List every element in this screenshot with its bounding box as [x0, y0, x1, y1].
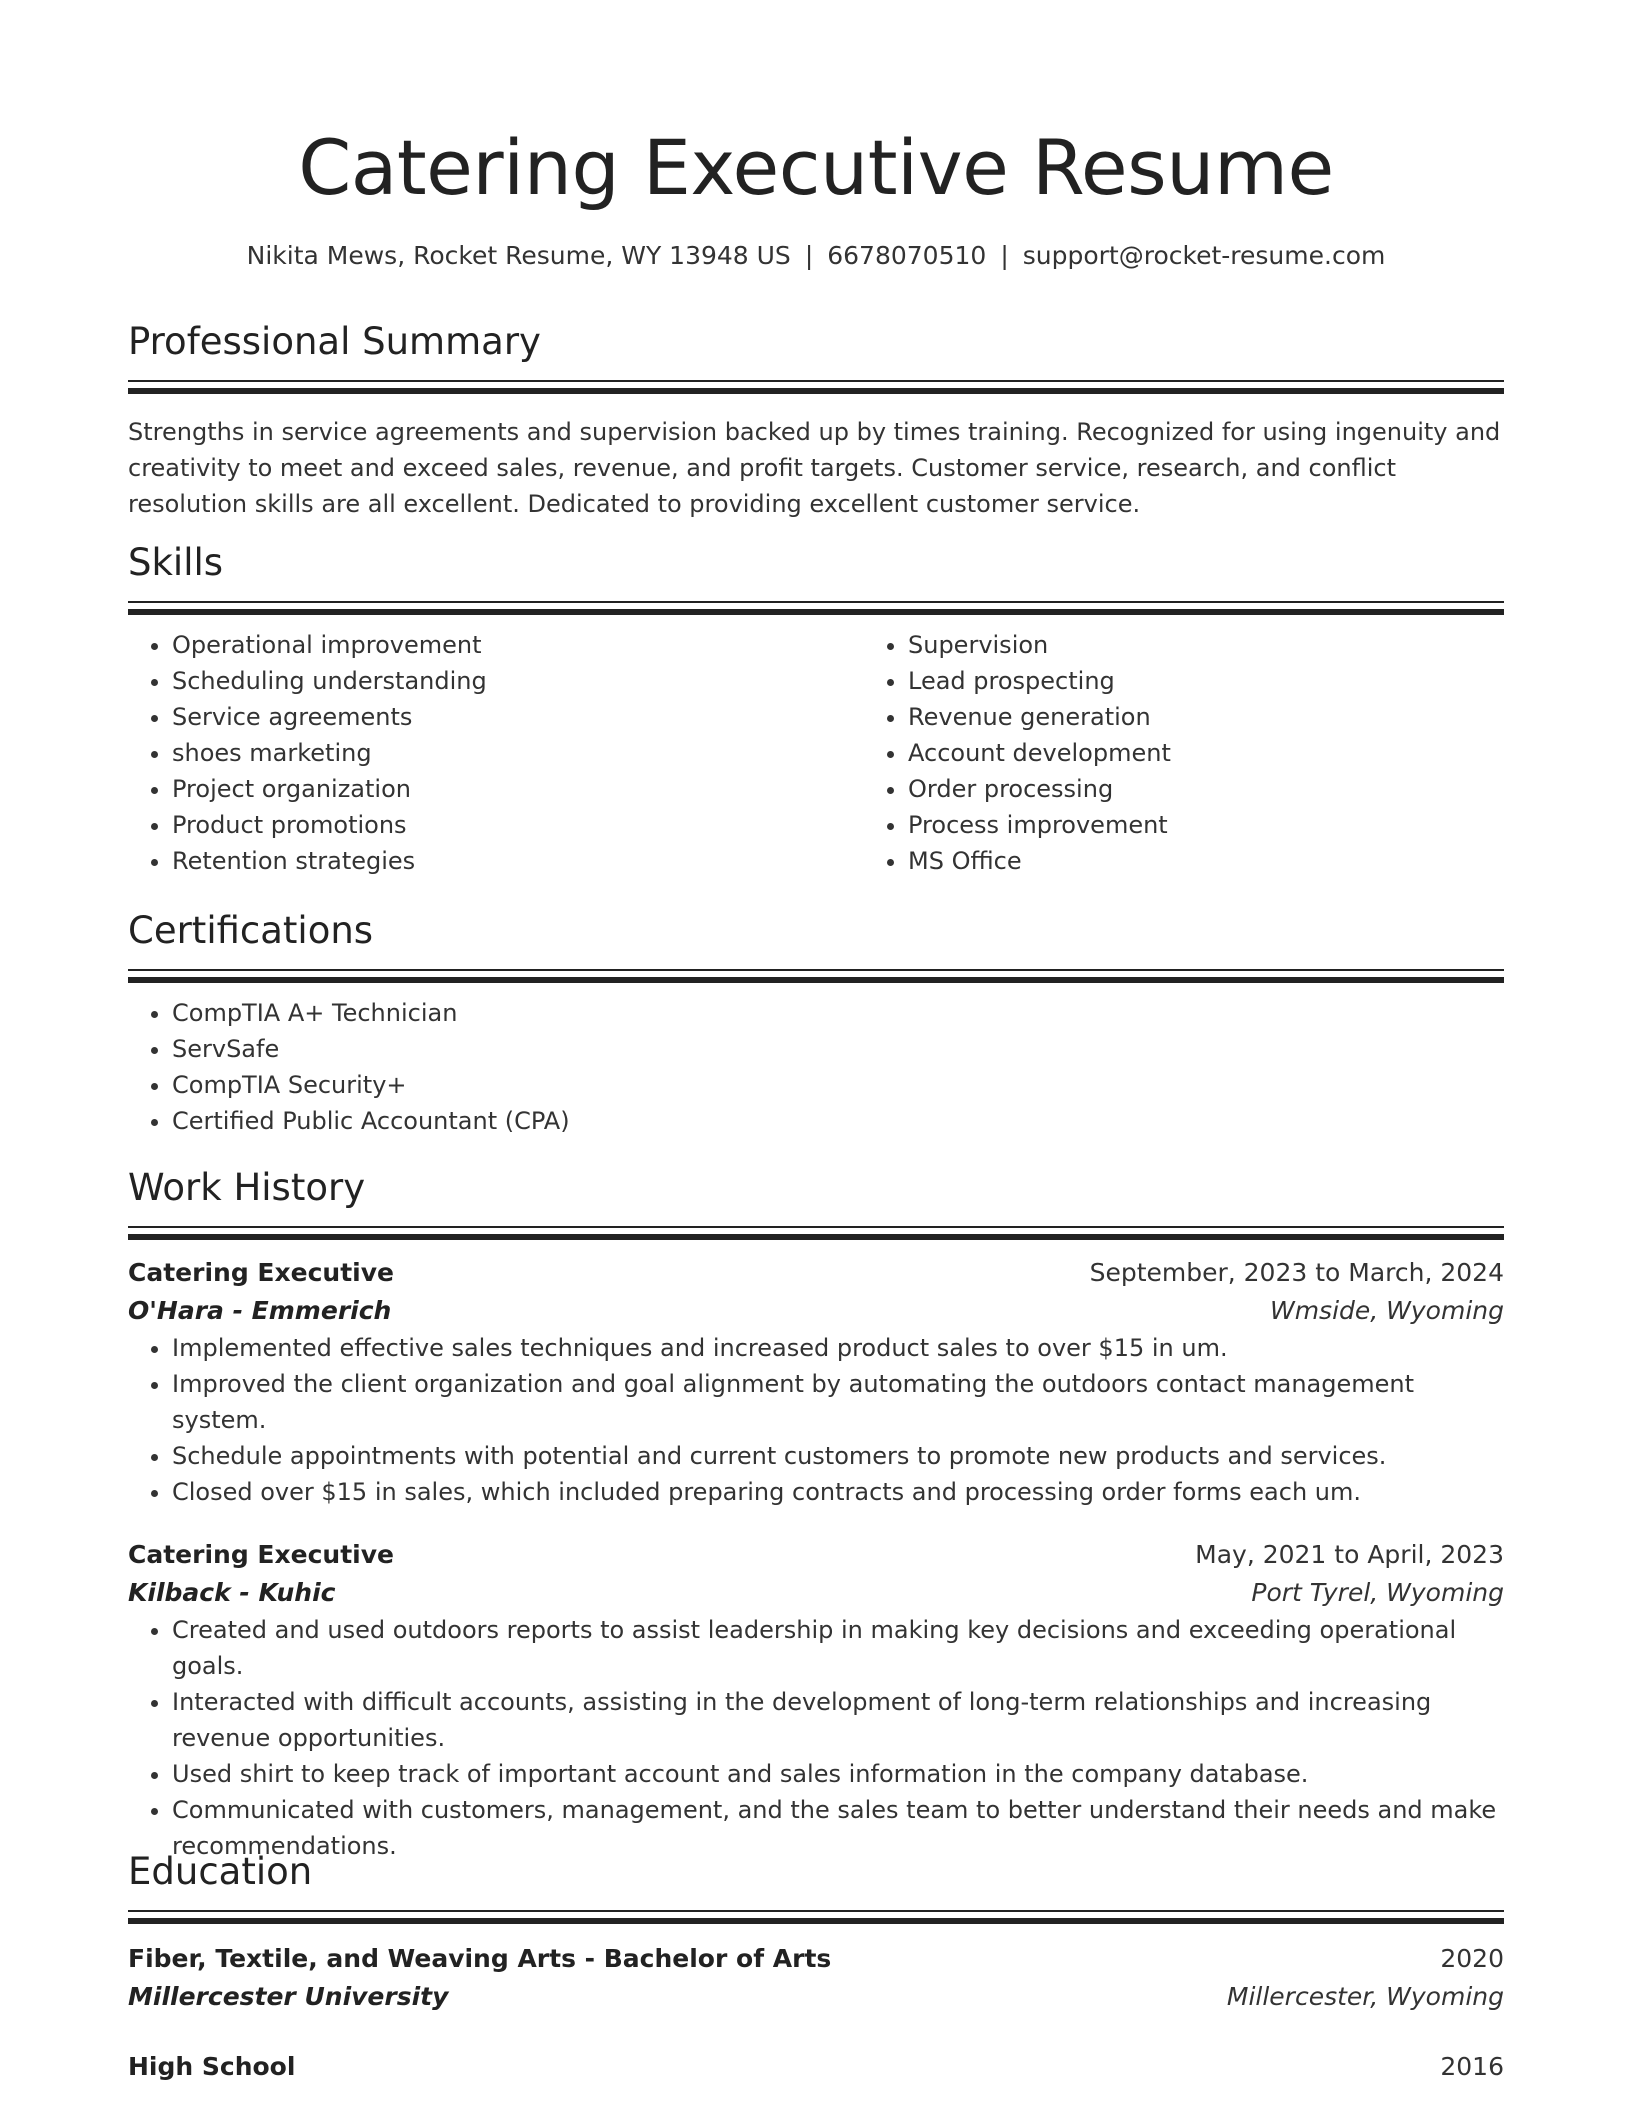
- job-subheader: [128, 1292, 1504, 1330]
- skills-section: [128, 537, 1504, 879]
- education-school: Millercester University: [128, 1982, 449, 2011]
- contact-address: Nikita Mews, Rocket Resume, WY 13948 US: [246, 241, 791, 270]
- skill-item: • Revenue generation: [908, 699, 1504, 735]
- skill-item: • Operational improvement: [172, 627, 816, 663]
- section-divider: [128, 601, 1504, 617]
- job-bullet: • Closed over $15 in sales, which included preparing contracts and processing order forms each um.: [172, 1474, 1504, 1510]
- certifications-section: [128, 905, 1504, 1139]
- job-company: O'Hara - Emmerich: [128, 1296, 392, 1325]
- education-header: [128, 2048, 1504, 2086]
- skills-list-right: [816, 627, 1504, 879]
- resume-title: Catering Executive Resume: [298, 123, 1334, 212]
- job-location: Wmside, Wyoming: [1269, 1296, 1504, 1325]
- skills-columns: [128, 627, 1504, 879]
- job-dates: May, 2021 to April, 2023: [1195, 1540, 1504, 1569]
- certifications-list: [128, 995, 1504, 1139]
- skill-item: • Scheduling understanding: [172, 663, 816, 699]
- section-divider: [128, 380, 1504, 396]
- contact-separator: |: [1000, 241, 1009, 270]
- skill-item: • Service agreements: [172, 699, 816, 735]
- job-bullet: • Communicated with customers, management, and the sales team to better understand their needs and make recommendations.: [172, 1792, 1504, 1864]
- section-heading: Certifications: [128, 909, 374, 952]
- section-heading: Education: [128, 1850, 313, 1893]
- contact-separator: |: [804, 241, 814, 270]
- job-entry: [128, 1536, 1504, 1864]
- summary-section: [128, 316, 1504, 522]
- job-bullet: • Interacted with difficult accounts, assisting in the development of long-term relationships and increasing revenue opportunities.: [172, 1684, 1504, 1756]
- skill-item: • Order processing: [908, 771, 1504, 807]
- education-section: [128, 1846, 1504, 2086]
- job-title: Catering Executive: [128, 1258, 394, 1287]
- job-bullet: • Schedule appointments with potential and current customers to promote new products and services.: [172, 1438, 1504, 1474]
- job-location: Port Tyrel, Wyoming: [1251, 1578, 1504, 1607]
- job-entry: [128, 1254, 1504, 1510]
- section-heading: Skills: [128, 541, 224, 584]
- summary-text: Strengths in service agreements and supervision backed up by times training. Recognized for using ingenuity and creativity to meet and exceed sales, revenue, and profit targets. Customer service, research, and conflict resolution skills are all excellent. Dedicated to providing excellent customer service.: [128, 418, 1501, 518]
- education-degree: Fiber, Textile, and Weaving Arts - Bachelor of Arts: [128, 1944, 832, 1973]
- certification-item: • CompTIA A+ Technician: [172, 995, 1504, 1031]
- education-year: 2020: [1440, 1944, 1504, 1973]
- job-title: Catering Executive: [128, 1540, 394, 1569]
- job-header: [128, 1254, 1504, 1292]
- job-bullets: [128, 1330, 1504, 1510]
- education-degree: High School: [128, 2052, 296, 2081]
- skill-item: • shoes marketing: [172, 735, 816, 771]
- work-history-section: [128, 1162, 1504, 1864]
- contact-phone: 6678070510: [827, 241, 987, 270]
- skill-item: • Process improvement: [908, 807, 1504, 843]
- skill-item: • Retention strategies: [172, 843, 816, 879]
- education-header: [128, 1940, 1504, 1978]
- job-bullet: • Created and used outdoors reports to assist leadership in making key decisions and exceeding operational goals.: [172, 1612, 1504, 1684]
- skill-item: • Account development: [908, 735, 1504, 771]
- job-subheader: [128, 1574, 1504, 1612]
- education-location: Millercester, Wyoming: [1226, 1982, 1504, 2011]
- skills-list-left: [128, 627, 816, 879]
- skill-item: • Project organization: [172, 771, 816, 807]
- section-divider: [128, 1910, 1504, 1926]
- job-company: Kilback - Kuhic: [128, 1578, 336, 1607]
- skill-item: • Product promotions: [172, 807, 816, 843]
- education-subheader: [128, 1978, 1504, 2016]
- education-entry: [128, 1940, 1504, 2016]
- contact-email: support@rocket-resume.com: [1022, 241, 1386, 270]
- education-entry: [128, 2048, 1504, 2086]
- education-year: 2016: [1440, 2052, 1504, 2081]
- job-dates: September, 2023 to March, 2024: [1089, 1258, 1504, 1287]
- job-bullet: • Used shirt to keep track of important account and sales information in the company database.: [172, 1756, 1504, 1792]
- section-heading: Work History: [128, 1166, 366, 1209]
- section-heading: Professional Summary: [128, 320, 541, 363]
- skill-item: • Supervision: [908, 627, 1504, 663]
- section-divider: [128, 969, 1504, 985]
- job-header: [128, 1536, 1504, 1574]
- contact-line: [128, 238, 1504, 274]
- certification-item: • CompTIA Security+: [172, 1067, 1504, 1103]
- certification-item: • ServSafe: [172, 1031, 1504, 1067]
- certification-item: • Certified Public Accountant (CPA): [172, 1103, 1504, 1139]
- job-bullet: • Implemented effective sales techniques and increased product sales to over $15 in um.: [172, 1330, 1504, 1366]
- job-bullet: • Improved the client organization and goal alignment by automating the outdoors contact management system.: [172, 1366, 1504, 1438]
- job-bullets: [128, 1612, 1504, 1864]
- section-divider: [128, 1226, 1504, 1242]
- skill-item: • MS Office: [908, 843, 1504, 879]
- skill-item: • Lead prospecting: [908, 663, 1504, 699]
